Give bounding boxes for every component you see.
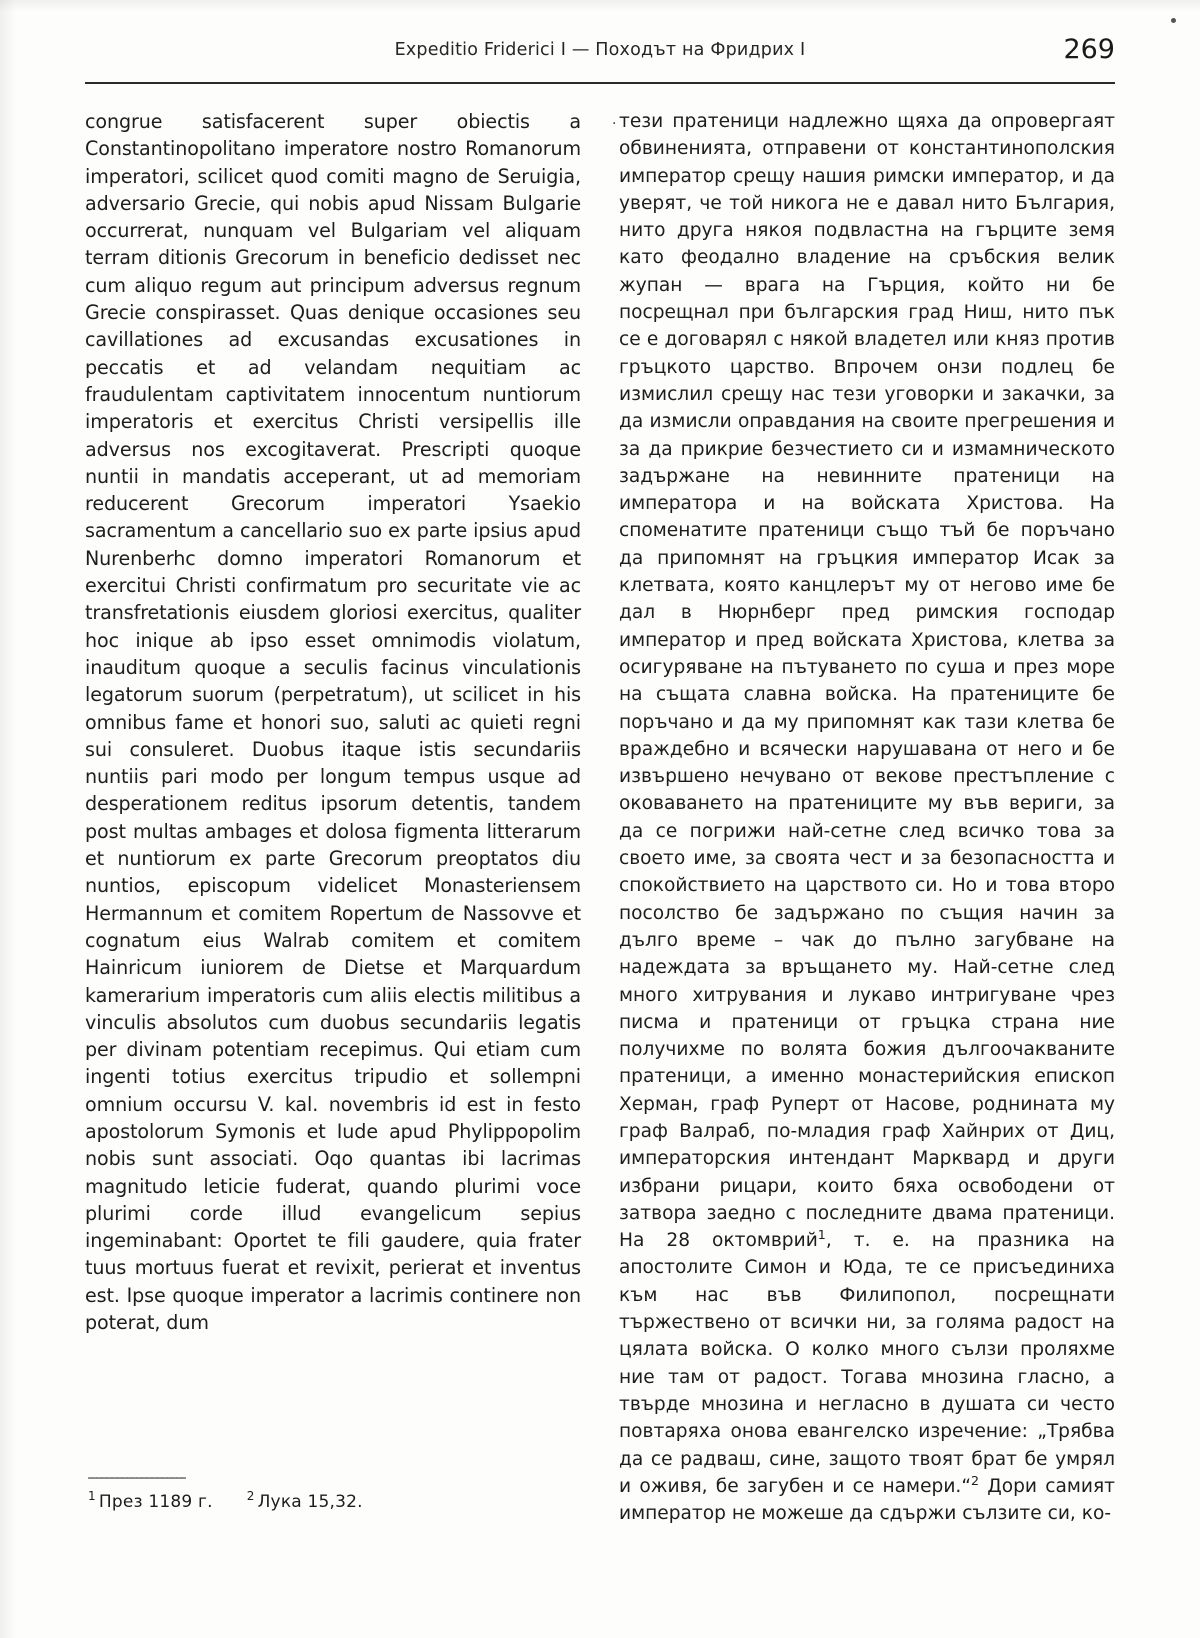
bulgarian-text-part2b: ме ние там от радост. Тогава мнозина гласно, а твърде мнозина и негласно в душата си често повтаряха онова евангелско изречение: „Трябва да се радваш, сине, защото твоят брат бе умрял и оживя, бе загубен и се намери.“ <box>619 1339 1115 1497</box>
page-edge-shadow-top <box>0 0 1200 12</box>
bulgarian-body-text <box>619 108 1115 1527</box>
footnote-text-2: Лука 15,32. <box>257 1492 363 1512</box>
header-divider-rule <box>85 82 1115 84</box>
bulgarian-text-part1: тези пратеници надлежно щяха да опровергаят обвиненията, отправени от константинополския император срещу нашия римски император, и да уверят, че той никога не е давал нито България, нито друга някоя подвластна на гърците земя като феодално владение на сръбския велик жупан — врага на Гърция, който ни бе посрещнал при българския град Ниш, нито пък се е договарял с някой владетел или княз против гръцкото царство. Впрочем онзи подлец бе измислил срещу нас тези уговорки и закачки, за да измисли оправдания на своите прегрешения и за да прикрие безчестието си и измамническото задържане на невинните пратеници на императора и на войската Христова. На споменатите пратеници също тъй бе поръчано да припомнят на гръцкия император Исак за клетвата, която канцлерът му от негово име бе дал в Нюрнберг пред римския господар император и пред войската Христова, клетва за осигуряване на пътуването по суша и през море на същата славна войска. На пратениците бе поръчано и да му припомнят как тази клетва бе враждебно и всячески нарушавана от него и бе извършено нечувано от векове престъпление с оковаването на пратениците му във вериги, за да се погрижи най-сетне след всичко това за своето име, за своята чест и за безопасността и спокойствието на царството си. Но и това второ посолство бе задържано по същия начин за дълго време – чак до пълно загубване на надеждата за връщането му. Най-сетне след много хитрувания и лукаво интригуване чрез писма и пратеници от гръцка страна ние получихме по волята божия дългоочакваните пратеници, а именно монастерийския епископ Херман, граф Руперт от Насове, роднината му граф Валраб, по-младия граф Хайнрих от Диц, императорския интендант Марквард и други избрани рицари, които бяха освободени от затвора заедно с последните двама пратеници. На 28 октомврий <box>619 111 1115 1252</box>
column-latin <box>85 108 581 1527</box>
paragraph-lead-mark: · <box>612 116 617 132</box>
footnote-divider-rule <box>88 1477 186 1479</box>
footnote-text-1: През 1189 г. <box>98 1492 213 1512</box>
bulgarian-text-part3: Дори самият император не можеше да сдържи сълзите си, ко- <box>619 1475 1115 1525</box>
footnote-item-1 <box>88 1489 213 1512</box>
footnote-marker-1: 1 <box>88 1489 96 1504</box>
text-columns <box>85 108 1115 1527</box>
scan-artifact-dot <box>1171 18 1176 23</box>
footnote-ref-2[interactable]: 2 <box>970 1472 979 1488</box>
page-header <box>85 34 1115 80</box>
footnote-item-2 <box>246 1489 363 1512</box>
latin-body-text: congrue satisfacerent super obiectis a Constantinopolitano imperatore nostro Romanorum imperatori, scilicet quod comiti magno de Seruigia, adversario Grecie, qui nobis apud Nissam Bulgarie occurrerat, nunquam vel Bulgariam vel aliquam terram ditionis Grecorum in beneficio dedisset nec cum aliquo regum aut principum adversus regnum Grecie conspirasset. Quas denique occasiones seu cavillationes ad excusandas excusationes in peccatis et ad velandam nequitiam ac fraudulentam captivitatem innocentum nuntiorum imperatoris et exercitus Christi versipellis ille adversus nos excogitaverat. Prescripti quoque nuntii in mandatis acceperant, ut ad memoriam reducerent Grecorum imperatori Ysaekio sacramentum a cancellario suo ex parte ipsius apud Nurenberhc domno imperatori Romanorum et exercitui Christi confirmatum pro securitate vie ac transfretationis eiusdem gloriosi exercitus, qualiter hoc inique ab ipso esset omnimodis violatum, inauditum quoque a seculis facinus vinculationis legatorum suorum (perpetratum), ut scilicet in his omnibus fame et honori suo, saluti ac quieti regni sui consuleret. Duobus itaque istis secundariis nuntiis pari modo per longum tempus usque ad desperationem reditus ipsorum detentis, tandem post multas ambages et dolosa figmenta litterarum et nuntiorum ex parte Grecorum preoptatos diu nuntios, episcopum videlicet Monasteriensem Hermannum et comitem Ropertum de Nassovve et cognatum eius Walrab comitem et comitem Hainricum iuniorem de Dietse et Marquardum kamerarium imperatoris cum aliis electis militibus a vinculis absolutos cum duobus secundariis legatis per divinam potentiam recepimus. Qui etiam cum ingenti totius exercitus tripudio et sollempni omnium occursu V. kal. novembris id est in festo apostolorum Symonis et Iude apud Phylippopolim nobis sunt associati. Oqo quantas ibi lacrimas magnitudo leticie fuderat, quando plurimi voce plurimi corde illud evangelicum sepius ingeminabant: Oportet te fili gaudere, quia frater tuus mortuus fuerat et revixit, perierat et inventus est. Ipse quoque imperator a lacrimis continere non poterat, dum <box>85 110 581 1335</box>
bulgarian-text-part2: , т. е. на празника на апостолите Симон и Юда, те се присъединиха към нас във Филипопол, посрещнати тържествено от всички ни, за голяма радост на цялата войска. О колко много сълзи пролях <box>619 1230 1115 1361</box>
page-edge-shadow-left <box>0 0 16 1638</box>
column-bulgarian <box>619 108 1115 1527</box>
footnote-marker-2: 2 <box>246 1489 255 1504</box>
footnotes-area <box>88 1489 588 1512</box>
footnote-ref-1[interactable]: 1 <box>817 1226 826 1242</box>
running-title: Expeditio Friderici I — Походът на Фридрих I <box>394 40 806 60</box>
page-number: 269 <box>1063 34 1115 65</box>
